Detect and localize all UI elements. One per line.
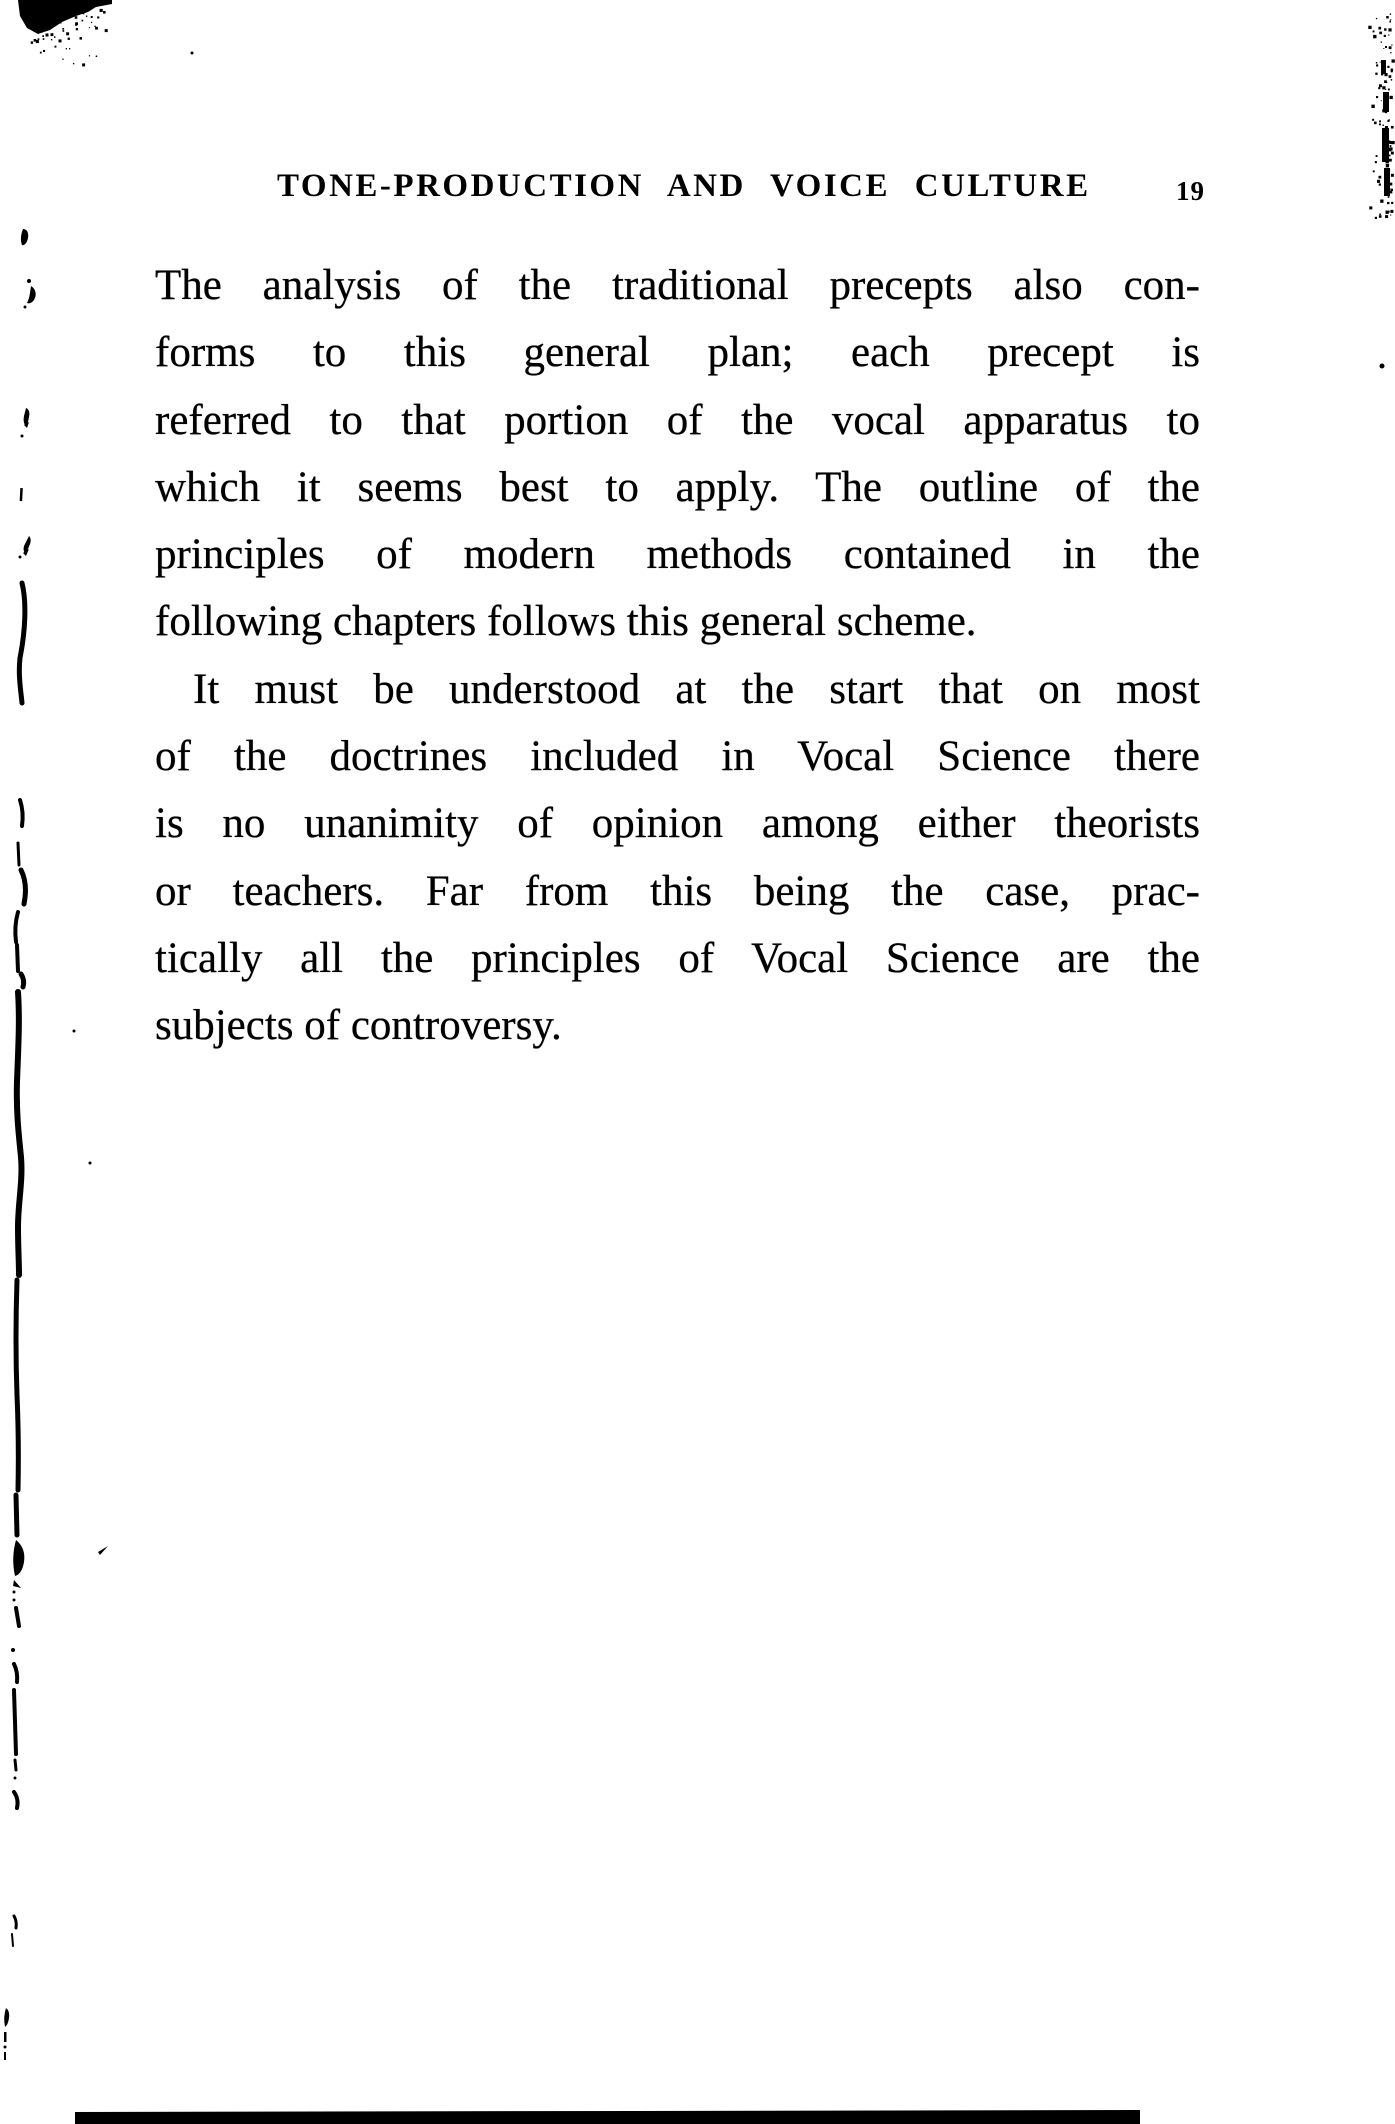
body-line: tically all the principles of Vocal Science are the <box>155 934 1200 982</box>
scan-artifact-bottom-bar <box>75 2110 1140 2124</box>
body-line: It must be understood at the start that on most <box>193 665 1200 713</box>
page-number: 19 <box>1176 176 1205 206</box>
body-line: referred to that portion of the vocal apparatus to <box>155 396 1200 444</box>
body-line: of the doctrines included in Vocal Science there <box>155 733 1200 781</box>
body-line: following chapters follows this general scheme. <box>155 598 977 646</box>
body-text <box>155 252 1200 1060</box>
body-line: The analysis of the traditional precepts also con- <box>155 262 1200 309</box>
body-line: is no unanimity of opinion among either theorists <box>155 800 1200 848</box>
scan-artifact-gutter-blobs <box>11 1540 24 1780</box>
scan-artifact-top-left-blob <box>18 0 112 66</box>
page-header-title: TONE-PRODUCTION AND VOICE CULTURE <box>277 168 1091 204</box>
body-line: subjects of controversy. <box>155 1002 562 1050</box>
body-line: forms to this general plan; each precept is <box>155 329 1200 377</box>
scan-artifact-gutter-line <box>12 583 25 1946</box>
body-line: or teachers. Far from this being the case, prac- <box>155 867 1200 915</box>
body-line: which it seems best to apply. The outline of the <box>155 463 1200 511</box>
scan-artifact-right-speckles <box>1368 14 1395 369</box>
body-line: principles of modern methods contained in the <box>155 531 1200 579</box>
